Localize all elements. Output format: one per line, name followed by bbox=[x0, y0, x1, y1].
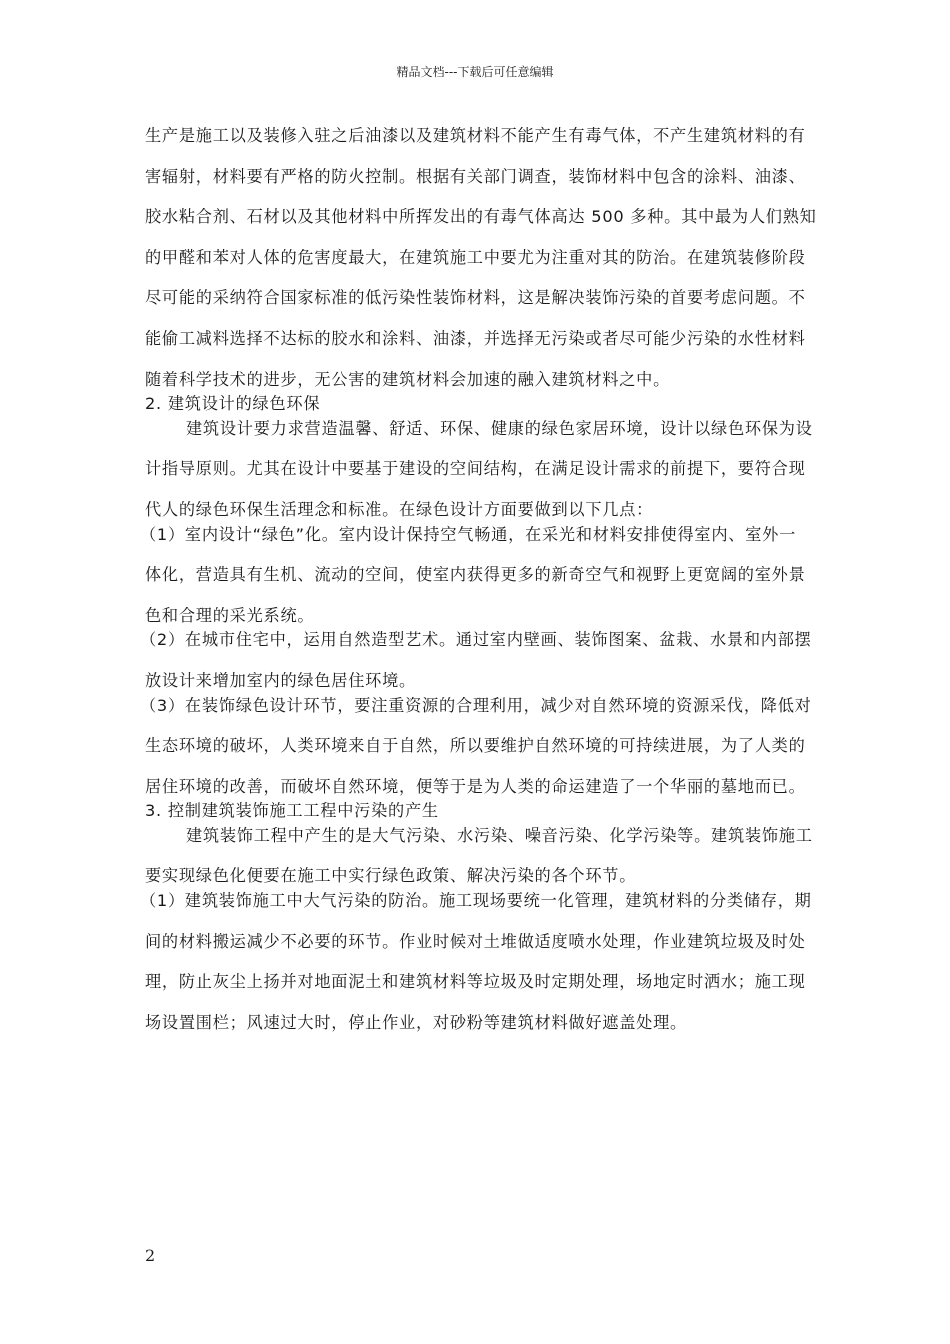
section-heading: 2. 建筑设计的绿色环保 bbox=[145, 394, 321, 414]
text-line: （1）建筑装饰施工中大气污染的防治。施工现场要统一化管理，建筑材料的分类储存，期 bbox=[140, 891, 812, 911]
text-line: 场设置围栏；风速过大时，停止作业，对砂粉等建筑材料做好遮盖处理。 bbox=[145, 1012, 687, 1032]
text-line: 生产是施工以及装修入驻之后油漆以及建筑材料不能产生有毒气体，不产生建筑材料的有 bbox=[145, 126, 806, 145]
text-line: 理，防止灰尘上扬并对地面泥土和建筑材料等垃圾及时定期处理，场地定时洒水；施工现 bbox=[145, 972, 806, 992]
text-line: 能偷工减料选择不达标的胶水和涂料、油漆，并选择无污染或者尽可能少污染的水性材料 bbox=[145, 328, 806, 348]
page-number: 2 bbox=[145, 1246, 156, 1265]
text-line: 色和合理的采光系统。 bbox=[145, 605, 315, 625]
section-heading: 3. 控制建筑装饰施工工程中污染的产生 bbox=[145, 801, 439, 821]
text-line: 随着科学技术的进步，无公害的建筑材料会加速的融入建筑材料之中。 bbox=[145, 369, 671, 389]
text-line: 生态环境的破坏，人类环境来自于自然，所以要维护自然环境的可持续进展，为了人类的 bbox=[145, 736, 806, 756]
text-line: 放设计来增加室内的绿色居住环境。 bbox=[145, 670, 416, 690]
text-line: 间的材料搬运减少不必要的环节。作业时候对土堆做适度喷水处理，作业建筑垃圾及时处 bbox=[145, 931, 806, 951]
text-line: （2）在城市住宅中，运用自然造型艺术。通过室内壁画、装饰图案、盆栽、水景和内部摆 bbox=[140, 630, 812, 650]
text-line: 体化，营造具有生机、流动的空间，使室内获得更多的新奇空气和视野上更宽阔的室外景 bbox=[145, 565, 806, 585]
text-line: 尽可能的采纳符合国家标准的低污染性装饰材料，这是解决装饰污染的首要考虑问题。不 bbox=[145, 288, 806, 308]
text-line: 害辐射，材料要有严格的防火控制。根据有关部门调查，装饰材料中包含的涂料、油漆、 bbox=[145, 166, 806, 186]
text-line: 胶水粘合剂、石材以及其他材料中所挥发出的有毒气体高达 500 多种。其中最为人们熟知 bbox=[145, 207, 817, 227]
text-line: （1）室内设计“绿色”化。室内设计保持空气畅通，在采光和材料安排使得室内、室外一 bbox=[140, 524, 797, 544]
text-line: 建筑设计要力求营造温馨、舒适、环保、健康的绿色家居环境，设计以绿色环保为设 bbox=[186, 418, 813, 438]
text-line: 要实现绿色化便要在施工中实行绿色政策、解决污染的各个环节。 bbox=[145, 866, 637, 886]
text-line: （3）在装饰绿色设计环节，要注重资源的合理利用，减少对自然环境的资源采伐，降低对 bbox=[140, 695, 812, 715]
text-line: 建筑装饰工程中产生的是大气污染、水污染、噪音污染、化学污染等。建筑装饰施工 bbox=[186, 825, 813, 845]
text-line: 居住环境的改善，而破坏自然环境，便等于是为人类的命运建造了一个华丽的墓地而已。 bbox=[145, 776, 806, 796]
text-line: 代人的绿色环保生活理念和标准。在绿色设计方面要做到以下几点： bbox=[145, 499, 654, 519]
page-header: 精品文档---下载后可任意编辑 bbox=[396, 65, 554, 79]
document-body bbox=[140, 123, 817, 1050]
text-line: 计指导原则。尤其在设计中要基于建设的空间结构，在满足设计需求的前提下，要符合现 bbox=[145, 459, 806, 479]
text-line: 的甲醛和苯对人体的危害度最大，在建筑施工中要尤为注重对其的防治。在建筑装修阶段 bbox=[145, 247, 806, 267]
